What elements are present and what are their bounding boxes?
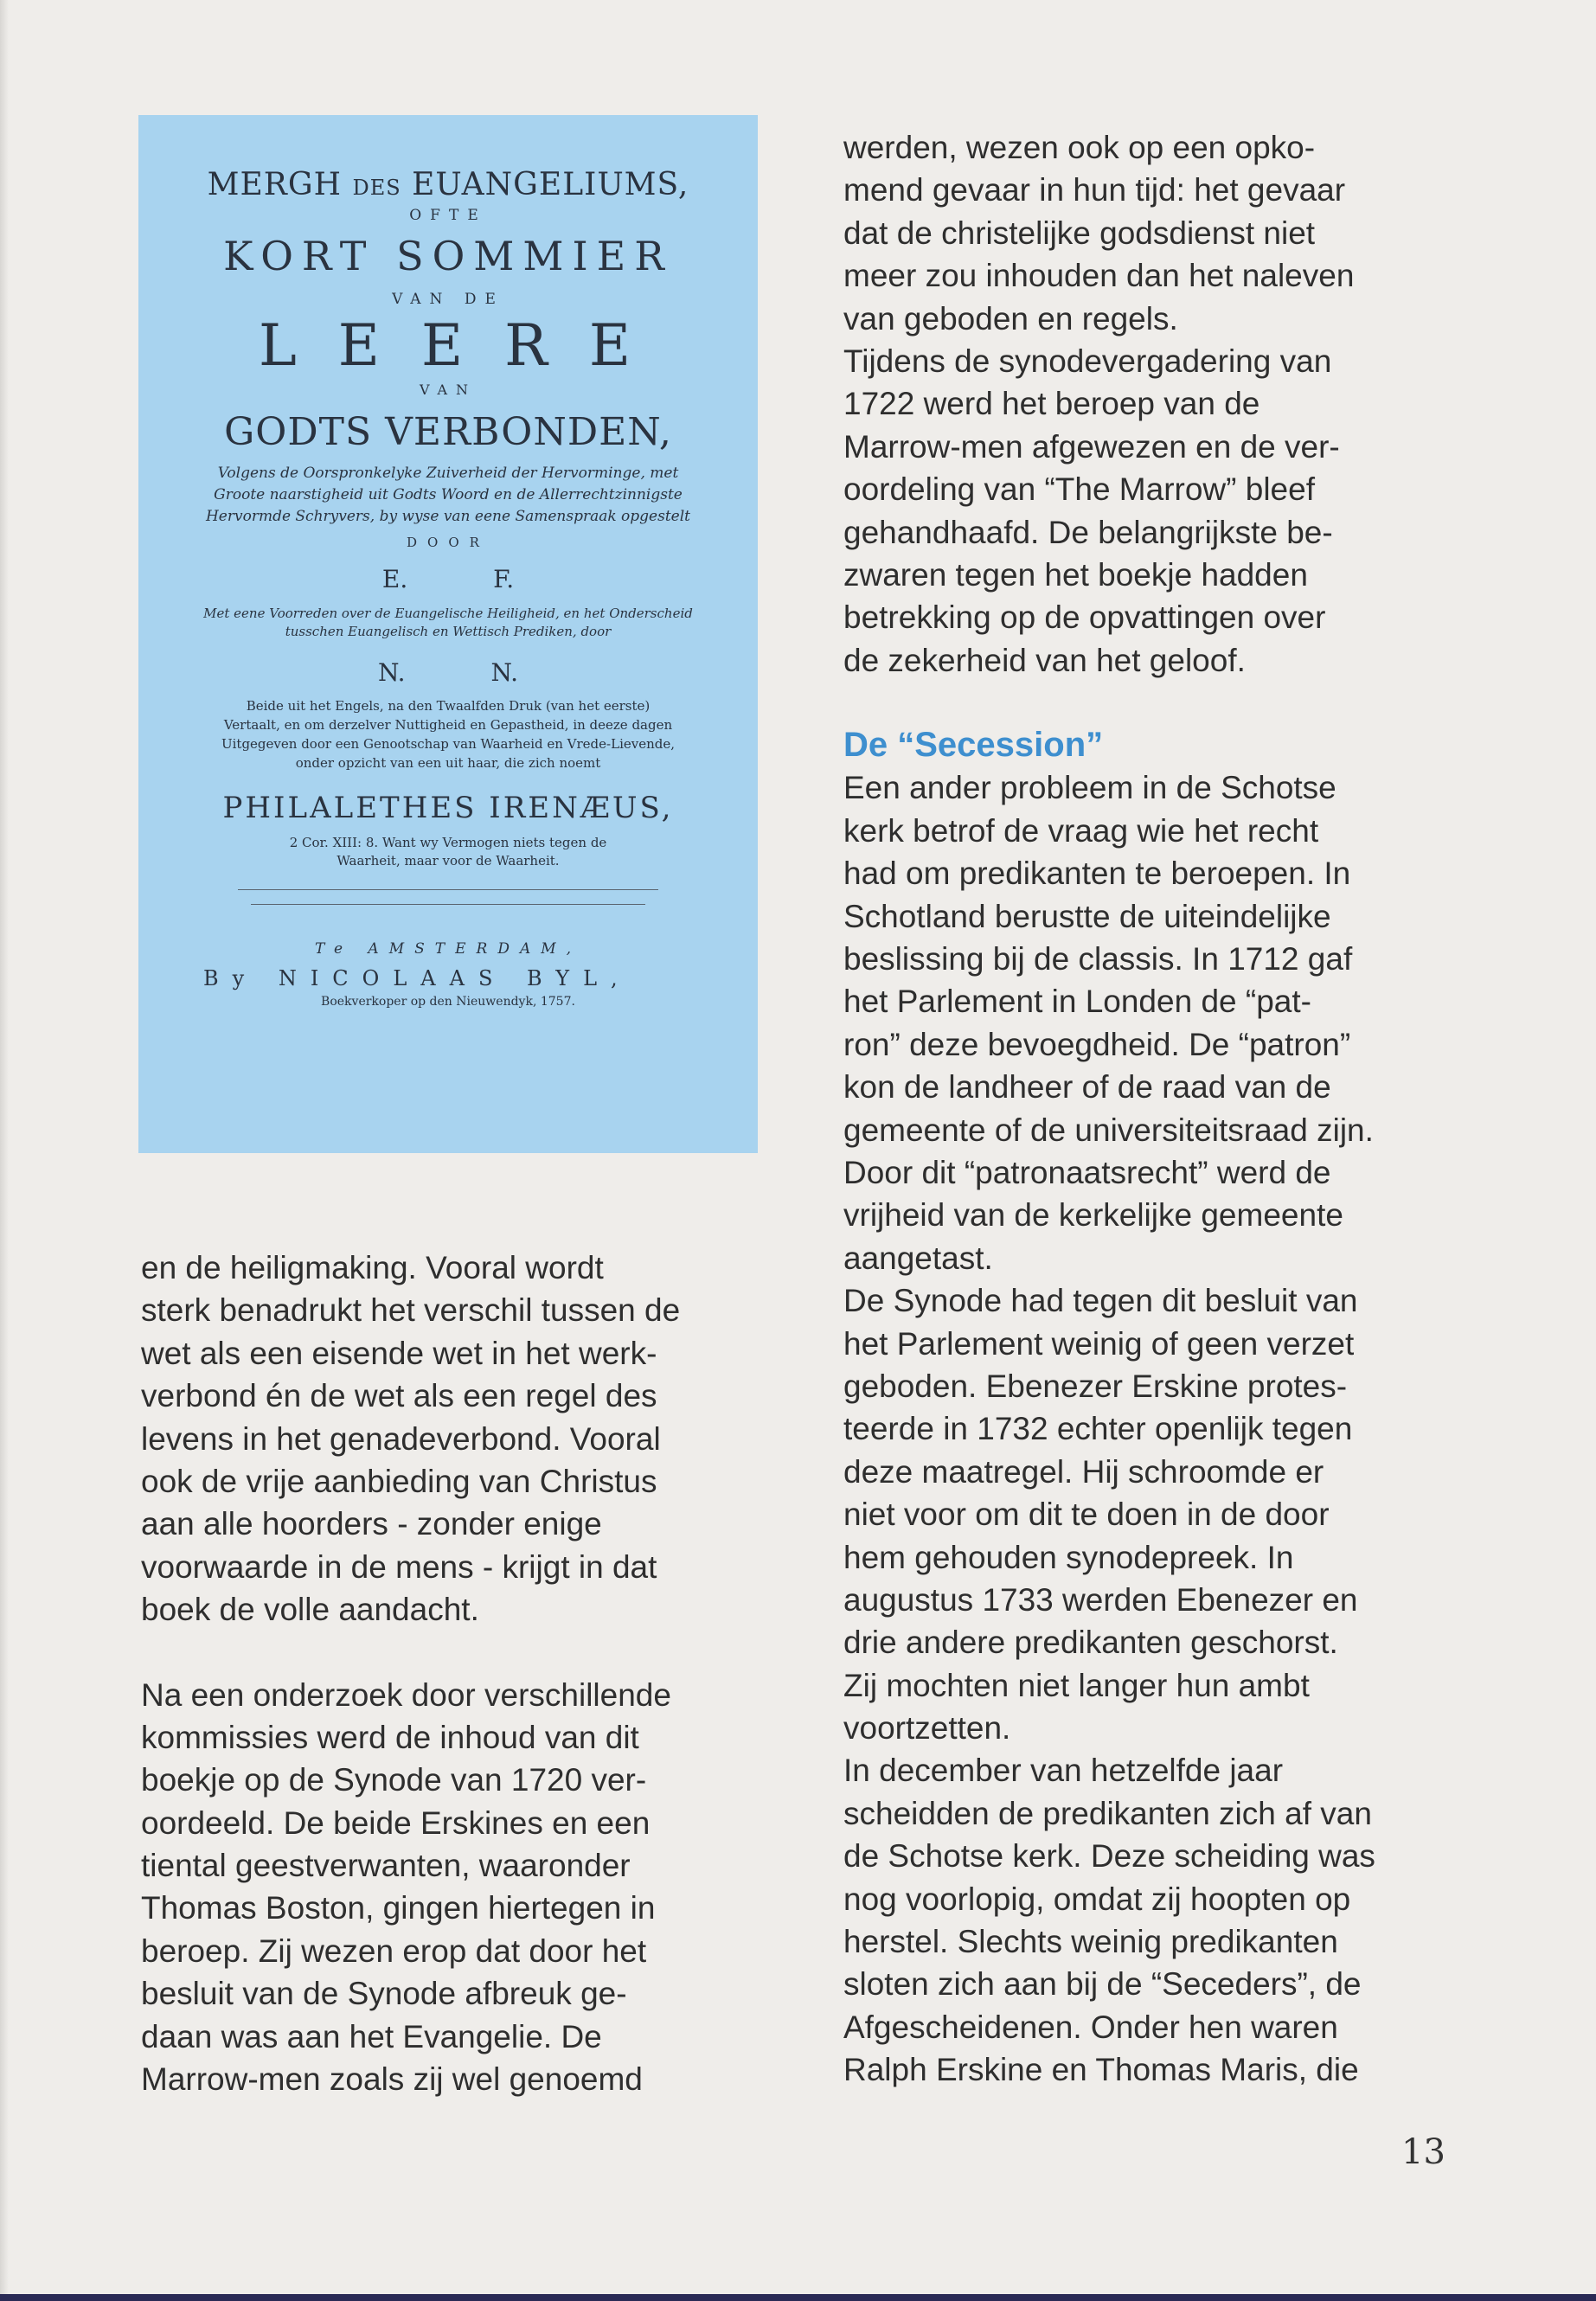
right-paragraph-4 <box>843 1279 1466 1749</box>
text-line: geboden. Ebenezer Erskine protes- <box>843 1368 1348 1404</box>
text-line: Ralph Erskine en Thomas Maris, die <box>843 2052 1359 2088</box>
text-line: het Parlement in Londen de “pat- <box>843 984 1311 1020</box>
title-bible-quote: 2 Cor. XIII: 8. Want wy Vermogen niets tegen de Waarheit, maar voor de Waarheit. <box>289 835 607 869</box>
text-line: boek de volle aandacht. <box>141 1592 479 1628</box>
section-heading-row <box>843 724 1466 766</box>
text-line: boekje op de Synode van 1720 ver- <box>141 1762 647 1798</box>
left-column <box>141 1247 772 2100</box>
text-line: Tijdens de synodevergadering van <box>843 343 1332 379</box>
title-ofte: OFTE <box>409 207 487 225</box>
text-line: het Parlement weinig of geen verzet <box>843 1325 1355 1362</box>
text-line: had om predikanten te beroepen. In <box>843 856 1351 892</box>
text-line: teerde in 1732 echter openlijk tegen <box>843 1411 1353 1447</box>
left-paragraph-1 <box>141 1247 772 1631</box>
text-line: Een ander probleem in de Schotse <box>843 770 1336 806</box>
title-mergh: MERGH <box>207 167 343 202</box>
text-line: besluit van de Synode afbreuk ge- <box>141 1976 627 2012</box>
title-kort-sommier: KORT SOMMIER <box>223 232 673 279</box>
text-line: aangetast. <box>843 1240 993 1276</box>
title-philalethes: PHILALETHES IRENÆUS, <box>222 791 674 826</box>
title-bookseller: Boekverkoper op den Nieuwendyk, 1757. <box>321 994 575 1009</box>
text-line: gemeente of de universiteitsraad zijn. <box>843 1112 1374 1148</box>
paragraph-gap <box>141 1631 772 1674</box>
text-line: Na een onderzoek door verschillende <box>141 1676 671 1713</box>
page-edge <box>0 0 9 2301</box>
title-amsterdam: Te AMSTERDAM, <box>314 940 582 958</box>
text-line: Schotland berustte de uiteindelijke <box>843 898 1331 934</box>
text-line: Marrow-men afgewezen en de ver- <box>843 428 1340 465</box>
text-line: de zekerheid van het geloof. <box>843 642 1246 678</box>
title-initials-ef: E. F. <box>381 565 515 594</box>
text-line: nog voorlopig, omdat zij hoopten op <box>843 1881 1351 1917</box>
text-line: wet als een eisende wet in het werk- <box>141 1335 657 1371</box>
title-des: DES <box>352 176 401 200</box>
text-line: Afgescheidenen. Onder hen waren <box>843 2009 1338 2045</box>
title-line-mergh <box>138 167 758 202</box>
text-line: meer zou inhouden dan het naleven <box>843 258 1355 294</box>
text-line: vrijheid van de kerkelijke gemeente <box>843 1197 1343 1234</box>
text-line: betrekking op de opvattingen over <box>843 599 1326 636</box>
text-line: tiental geestverwanten, waaronder <box>141 1848 631 1884</box>
text-line: In december van hetzelfde jaar <box>843 1753 1284 1789</box>
title-door: DOOR <box>407 535 490 551</box>
right-paragraph-3 <box>843 766 1466 1279</box>
right-paragraph-5 <box>843 1749 1466 2091</box>
right-paragraph-2 <box>843 340 1466 682</box>
title-subtitle: Volgens de Oorspronkelyke Zuiverheid der Hervorminge, met Groote naarstigheid uit Godts Woord en de Allerrechtzinnigste Hervormde Schryvers, by wyse van eene Samenspraak opgestelt <box>205 465 691 525</box>
bottom-strip <box>0 2294 1596 2301</box>
text-line: oordeling van “The Marrow” bleef <box>843 471 1315 508</box>
text-line: beroep. Zij wezen erop dat door het <box>141 1932 647 1969</box>
text-line: voortzetten. <box>843 1710 1011 1747</box>
text-line: de Schotse kerk. Deze scheiding was <box>843 1838 1375 1875</box>
title-van: VAN <box>419 381 478 399</box>
text-line: aan alle hoorders - zonder enige <box>141 1506 602 1542</box>
title-rule <box>238 889 658 890</box>
text-line: van geboden en regels. <box>843 300 1178 336</box>
text-line: kon de landheer of de raad van de <box>843 1069 1331 1106</box>
text-line: augustus 1733 werden Ebenezer en <box>843 1581 1358 1618</box>
text-line: dat de christelijke godsdienst niet <box>843 215 1316 251</box>
text-line: Thomas Boston, gingen hiertegen in <box>141 1890 656 1926</box>
text-line: zwaren tegen het boekje hadden <box>843 556 1308 593</box>
title-van-de: VAN DE <box>392 290 504 308</box>
text-line: daan was aan het Evangelie. De <box>141 2018 602 2054</box>
page-number: 13 <box>1401 2132 1445 2172</box>
title-page-illustration <box>138 115 758 1153</box>
text-line: mend gevaar in hun tijd: het gevaar <box>843 172 1346 208</box>
text-line: ook de vrije aanbieding van Christus <box>141 1463 657 1499</box>
left-paragraph-2 <box>141 1674 772 2101</box>
text-line: levens in het genadeverbond. Vooral <box>141 1420 661 1457</box>
right-paragraph-1 <box>843 126 1466 340</box>
text-line: Marrow-men zoals zij wel genoemd <box>141 2061 643 2098</box>
paragraph-gap <box>843 682 1466 724</box>
text-line: kerk betrof de vraag wie het recht <box>843 812 1319 849</box>
text-line: herstel. Slechts weinig predikanten <box>843 1924 1338 1960</box>
text-line: drie andere predikanten geschorst. <box>843 1625 1338 1661</box>
text-line: beslissing bij de classis. In 1712 gaf <box>843 941 1353 977</box>
text-line: De Synode had tegen dit besluit van <box>843 1283 1358 1319</box>
text-line: gehandhaafd. De belangrijkste be- <box>843 514 1333 550</box>
section-heading: De “Secession” <box>843 726 1104 765</box>
title-initials-nn: N. N. <box>377 658 519 688</box>
text-line: voorwaarde in de mens - krijgt in dat <box>141 1548 657 1585</box>
text-line: sterk benadrukt het verschil tussen de <box>141 1292 681 1329</box>
text-line: werden, wezen ook op een opko- <box>843 130 1316 165</box>
text-line: kommissies werd de inhoud van dit <box>141 1719 639 1755</box>
text-line: 1722 werd het beroep van de <box>843 386 1260 422</box>
text-line: Zij mochten niet langer hun ambt <box>843 1667 1310 1703</box>
text-line: oordeeld. De beide Erskines en een <box>141 1804 651 1841</box>
title-euangeliums: EUANGELIUMS, <box>412 167 689 202</box>
right-column <box>843 126 1466 2092</box>
text-line: scheidden de predikanten zich af van <box>843 1795 1372 1831</box>
text-line: ron” deze bevoegdheid. De “patron” <box>843 1026 1351 1062</box>
text-line: hem gehouden synodepreek. In <box>843 1539 1294 1575</box>
text-line: deze maatregel. Hij schroomde er <box>843 1453 1324 1490</box>
title-beide: Beide uit het Engels, na den Twaalfden Druk (van het eerste) Vertaalt, en om derzelver Nuttigheid en Gepastheid, in deeze dagen Uitgegeven door een Genootschap van Waarheid en Vrede-Lievende, onder opzicht van een uit haar, die zich noemt <box>221 698 676 771</box>
text-line: niet voor om dit te doen in de door <box>843 1497 1330 1533</box>
text-line: Door dit “patronaatsrecht” werd de <box>843 1154 1331 1190</box>
text-line: sloten zich aan bij de “Seceders”, de <box>843 1966 1362 2003</box>
title-publisher: By NICOLAAS BYL, <box>203 965 631 990</box>
text-line: verbond én de wet als een regel des <box>141 1378 657 1414</box>
title-leere: LEERE <box>258 312 673 380</box>
title-godts-verbonden: GODTS VERBONDEN, <box>224 409 672 454</box>
title-rule-2 <box>251 904 645 905</box>
text-line: en de heiligmaking. Vooral wordt <box>141 1250 604 1285</box>
title-voorreden: Met eene Voorreden over de Euangelische Heiligheid, en het Onderscheid tusschen Euangelisch en Wettisch Prediken, door <box>203 605 693 640</box>
